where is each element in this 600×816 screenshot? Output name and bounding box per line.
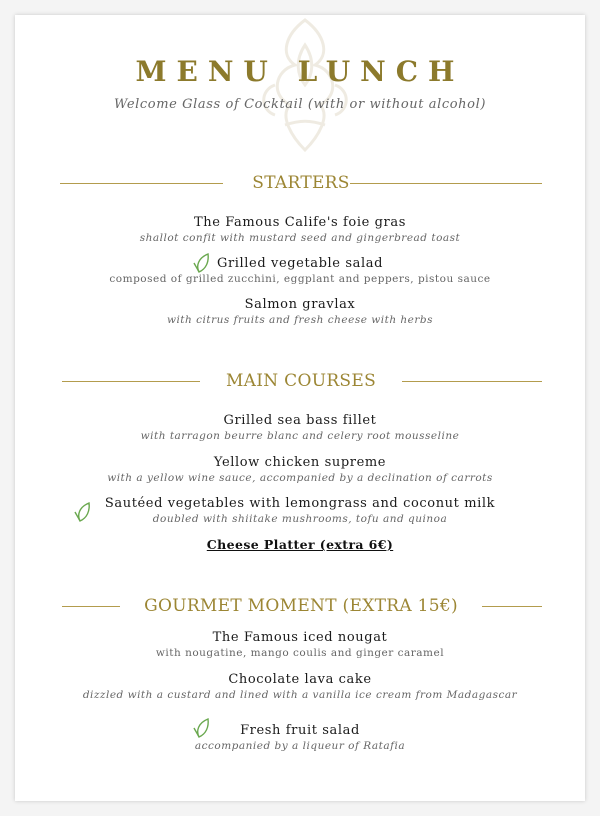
dish-name: Grilled sea bass fillet [223, 413, 377, 428]
dish-name: Sautéed vegetables with lemongrass and coconut milk [104, 496, 496, 511]
dish-description: doubled with shiitake mushrooms, tofu and quinoa [152, 513, 448, 525]
menu-item [15, 722, 585, 754]
dish-name: Salmon gravlax [244, 297, 356, 312]
menu-item [15, 296, 585, 328]
dish-description: shallot confit with mustard seed and gingerbread toast [139, 232, 461, 244]
dish-name: The Famous Calife's foie gras [194, 215, 406, 230]
section-title-starters: STARTERS [252, 173, 350, 193]
dish-name: Chocolate lava cake [228, 672, 372, 687]
dish-description: with tarragon beurre blanc and celery root mousseline [140, 430, 460, 442]
dish-description: with a yellow wine sauce, accompanied by a declination of carrots [107, 472, 493, 484]
menu-page [15, 15, 585, 801]
dish-name: The Famous iced nougat [212, 630, 388, 645]
menu-item [15, 412, 585, 444]
menu-item [15, 495, 585, 527]
divider-line [402, 381, 542, 382]
divider-line [482, 606, 542, 607]
menu-item [15, 629, 585, 661]
menu-item [15, 214, 585, 246]
dish-description: with nougatine, mango coulis and ginger caramel [155, 647, 445, 659]
menu-title: MENU LUNCH [135, 55, 465, 88]
dish-description: accompanied by a liqueur of Ratafia [194, 740, 406, 752]
dish-name: Yellow chicken supreme [213, 455, 387, 470]
dish-description: dizzled with a custard and lined with a vanilla ice cream from Madagascar [82, 689, 518, 701]
dish-description: composed of grilled zucchini, eggplant and peppers, pistou sauce [109, 273, 491, 285]
menu-subtitle: Welcome Glass of Cocktail (with or without alcohol) [113, 97, 487, 112]
divider-line [350, 183, 542, 184]
section-header-main-courses [60, 368, 542, 394]
section-title-gourmet-moment: GOURMET MOMENT (EXTRA 15€) [144, 596, 458, 616]
section-header-starters [60, 170, 542, 196]
menu-item [15, 454, 585, 486]
dish-name: Grilled vegetable salad [216, 256, 383, 271]
menu-item [15, 671, 585, 703]
dish-name: Fresh fruit salad [240, 723, 360, 738]
cheese-platter-extra: Cheese Platter (extra 6€) [206, 537, 394, 552]
menu-item [15, 255, 585, 287]
section-title-main-courses: MAIN COURSES [225, 371, 377, 391]
dish-description: with citrus fruits and fresh cheese with herbs [166, 314, 434, 326]
section-header-gourmet-moment [60, 593, 542, 619]
